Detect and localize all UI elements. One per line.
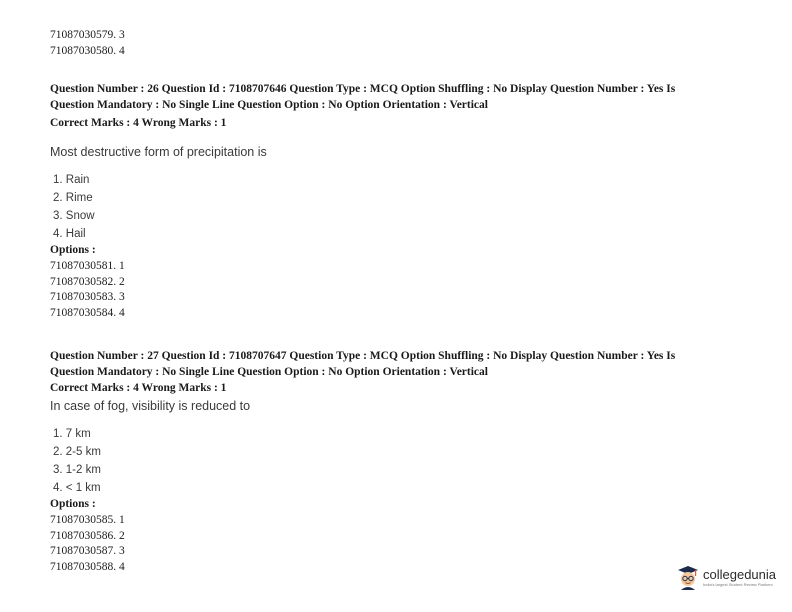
question-header-line: Question Mandatory : No Single Line Question Option : No Option Orientation : Vertical xyxy=(50,365,488,378)
choice-item: 3. 1-2 km xyxy=(53,463,101,476)
choice-list xyxy=(50,171,750,243)
option-code: 71087030585. 1 xyxy=(50,514,125,526)
option-code: 71087030586. 2 xyxy=(50,529,125,542)
logo-tagline: India's largest Student Review Platform xyxy=(703,581,773,587)
question-26 xyxy=(50,82,750,321)
options-list xyxy=(50,259,750,321)
option-code: 71087030583. 3 xyxy=(50,291,125,303)
question-27 xyxy=(50,349,750,575)
question-header-line: Question Number : 26 Question Id : 7108707646 Question Type : MCQ Option Shuffling : No Display Question Number : Yes Is xyxy=(50,83,676,95)
choice-item: 2. Rime xyxy=(53,191,93,204)
choice-item: 4. Hail xyxy=(53,227,86,240)
option-code: 71087030587. 3 xyxy=(50,545,125,557)
choice-item: 2. 2-5 km xyxy=(53,445,101,458)
choice-list xyxy=(50,425,750,497)
option-code: 71087030588. 4 xyxy=(50,560,125,573)
question-text: Most destructive form of precipitation is xyxy=(50,144,267,159)
options-label: Options : xyxy=(50,243,96,256)
question-header-line: Question Number : 27 Question Id : 7108707647 Question Type : MCQ Option Shuffling : No Display Question Number : Yes Is xyxy=(50,350,676,362)
question-header xyxy=(50,82,750,113)
choice-item: 4. < 1 km xyxy=(53,481,101,494)
question-header xyxy=(50,349,750,380)
option-code: 71087030580. 4 xyxy=(50,44,125,57)
collegedunia-logo xyxy=(676,562,780,592)
options-label: Options : xyxy=(50,497,96,510)
choice-item: 1. 7 km xyxy=(53,427,91,440)
option-code: 71087030579. 3 xyxy=(50,29,125,41)
marks-line: Correct Marks : 4 Wrong Marks : 1 xyxy=(50,382,227,394)
question-text: In case of fog, visibility is reduced to xyxy=(50,398,251,413)
question-header-line: Question Mandatory : No Single Line Question Option : No Option Orientation : Vertical xyxy=(50,98,488,111)
option-code: 71087030581. 1 xyxy=(50,260,125,272)
choice-item: 1. Rain xyxy=(53,173,90,186)
option-code: 71087030584. 4 xyxy=(50,306,125,319)
previous-options xyxy=(50,28,750,59)
logo-name: collegedunia xyxy=(703,566,777,582)
options-list xyxy=(50,513,750,575)
marks-line: Correct Marks : 4 Wrong Marks : 1 xyxy=(50,117,227,129)
student-mascot-icon xyxy=(676,564,700,590)
choice-item: 3. Snow xyxy=(53,209,95,222)
option-code: 71087030582. 2 xyxy=(50,275,125,288)
